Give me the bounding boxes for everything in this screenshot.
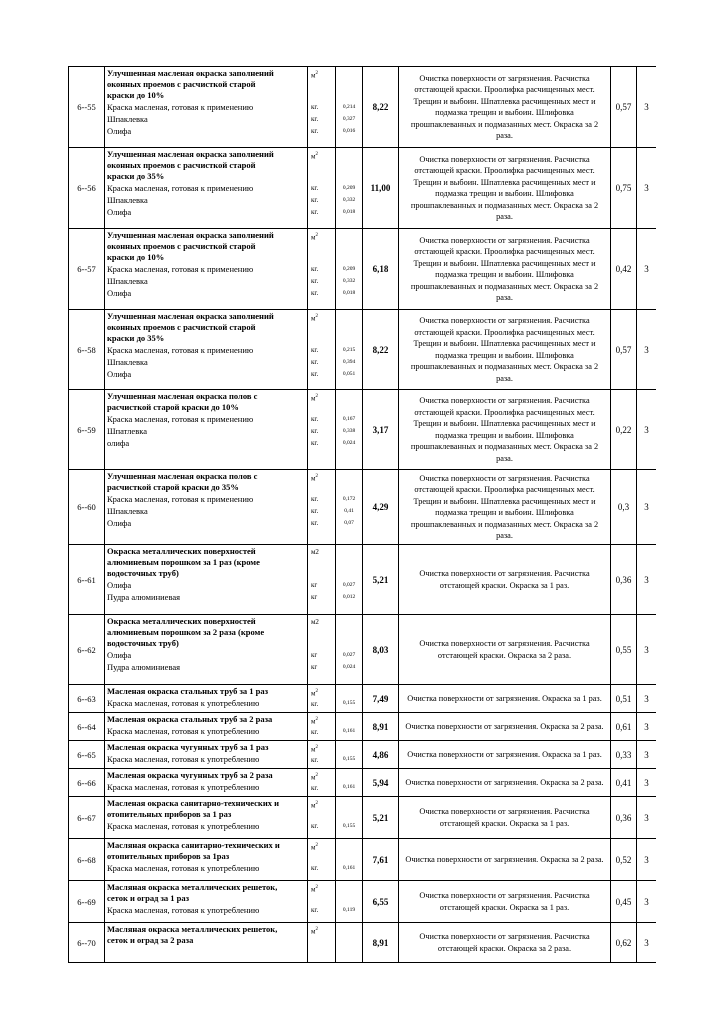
material-qty: 0,155 (342, 823, 356, 829)
material-unit: кг. (311, 277, 319, 285)
item-title-line: отопительных приборов за 1 раз (107, 809, 232, 819)
unit-superscript: 2 (315, 717, 318, 722)
item-qty-cell (336, 839, 363, 881)
item-unit-cell (308, 67, 336, 148)
time-norm: 0,75 (611, 148, 637, 229)
material-qty: 0,016 (342, 128, 356, 134)
item-title-line: Масленая окраска чугунных труб за 2 раза (107, 770, 273, 780)
time-norm: 0,51 (611, 685, 637, 713)
worker-category: 3 (637, 470, 657, 545)
item-name-cell (105, 769, 308, 797)
material-unit: кг. (311, 822, 319, 830)
item-name-cell (105, 545, 308, 615)
material-qty: 0,119 (342, 907, 356, 913)
item-unit: $м^2$ (311, 314, 318, 323)
item-name-cell (105, 615, 308, 685)
material-qty: 0,155 (342, 756, 356, 762)
material-qty: 0,394 (342, 359, 356, 365)
item-name-cell (105, 229, 308, 310)
item-qty-cell (336, 310, 363, 390)
item-unit-cell (308, 713, 336, 741)
material-qty: 0,332 (342, 278, 356, 284)
table-row (69, 685, 657, 713)
worker-category: 3 (637, 545, 657, 615)
item-unit: $м^2$ (311, 773, 318, 782)
item-unit-cell (308, 310, 336, 390)
item-unit-cell (308, 545, 336, 615)
material-name: Краска масленая, готовая к употреблению (107, 905, 260, 915)
item-unit-cell (308, 923, 336, 963)
time-norm: 0,3 (611, 470, 637, 545)
unit-superscript: 2 (315, 745, 318, 750)
item-code: 6--61 (69, 545, 105, 615)
item-name-cell (105, 685, 308, 713)
worker-category: 3 (637, 769, 657, 797)
material-unit: кг. (311, 756, 319, 764)
time-norm: 0,42 (611, 229, 637, 310)
worker-category: 3 (637, 881, 657, 923)
material-name: Шпаклевка (107, 357, 148, 367)
unit-superscript: 2 (315, 843, 318, 848)
item-title-line: Улучшенная масленая окраска заполнений (107, 311, 274, 321)
item-qty-cell (336, 713, 363, 741)
item-unit: $м^2$ (311, 745, 318, 754)
item-unit-cell (308, 390, 336, 470)
table-row (69, 390, 657, 470)
material-unit: кг. (311, 439, 319, 447)
table-row (69, 881, 657, 923)
item-title-line: отопительных приборов за 1раз (107, 851, 230, 861)
material-qty: 0,209 (342, 266, 356, 272)
material-name: Шпатлевка (107, 426, 147, 436)
worker-category: 3 (637, 67, 657, 148)
work-description: Очистка поверхности от загрязнения. Окраска за 2 раза. (399, 839, 611, 881)
material-unit: кг. (311, 115, 319, 123)
item-name-cell (105, 310, 308, 390)
material-unit: кг. (311, 289, 319, 297)
worker-category: 3 (637, 839, 657, 881)
item-title-line: Улучшенная масленая окраска заполнений (107, 230, 274, 240)
material-qty: 0,018 (342, 290, 356, 296)
item-price: 6,18 (363, 229, 399, 310)
item-title-line: Масленая окраска стальных труб за 2 раза (107, 714, 273, 724)
work-description: Очистка поверхности от загрязнения. Расчистка отстающей краски. Проолифка расчищенных мест. Трещин и выбоин. Шпатлевка расчищенных мест и подмазка трещин и выбоин. Шлифовка прошпаклеванных и подмазанных мест. Окраска за 2 раза. (399, 390, 611, 470)
item-price: 8,22 (363, 310, 399, 390)
item-unit: м2 (311, 548, 319, 556)
material-unit: кг. (311, 864, 319, 872)
item-price: 4,86 (363, 741, 399, 769)
item-title-line: краски до 35% (107, 333, 165, 343)
material-unit: кг. (311, 103, 319, 111)
material-qty: 0,018 (342, 209, 356, 215)
material-qty: 0,155 (342, 700, 356, 706)
material-name: Краска масленая, готовая к употреблению (107, 782, 260, 792)
material-unit: кг. (311, 127, 319, 135)
material-name: Краска масленая, готовая к употреблению (107, 863, 260, 873)
material-name: Краска масленая, готовая к применению (107, 494, 254, 504)
item-price: 8,91 (363, 713, 399, 741)
time-norm: 0,57 (611, 310, 637, 390)
item-code: 6--67 (69, 797, 105, 839)
item-code: 6--65 (69, 741, 105, 769)
worker-category: 3 (637, 923, 657, 963)
item-title-line: сеток и оград за 2 раза (107, 935, 194, 945)
item-title-line: Масленая окраска санитарно-технических и (107, 798, 279, 808)
material-name: Краска масленая, готовая к применению (107, 264, 254, 274)
table-row (69, 229, 657, 310)
time-norm: 0,61 (611, 713, 637, 741)
item-name-cell (105, 797, 308, 839)
table-row (69, 713, 657, 741)
item-price: 8,22 (363, 67, 399, 148)
material-unit: кг. (311, 208, 319, 216)
material-qty: 0,161 (342, 728, 356, 734)
table-row (69, 67, 657, 148)
time-norm: 0,36 (611, 545, 637, 615)
item-qty-cell (336, 229, 363, 310)
item-price: 6,55 (363, 881, 399, 923)
item-title-line: оконных проемов с расчисткой старой (107, 322, 256, 332)
item-title-line: Масленая окраска чугунных труб за 1 раз (107, 742, 269, 752)
material-unit: кг. (311, 346, 319, 354)
material-name: Олифа (107, 288, 132, 298)
item-title-line: Масляная окраска санитарно-технических и (107, 840, 280, 850)
worker-category: 3 (637, 797, 657, 839)
unit-superscript: 2 (315, 233, 318, 238)
unit-superscript: 2 (315, 152, 318, 157)
material-unit: кг (311, 663, 318, 671)
item-unit: $м^2$ (311, 801, 318, 810)
work-description: Очистка поверхности от загрязнения. Расчистка отстающей краски. Проолифка расчищенных мест. Трещин и выбоин. Шпатлевка расчищенных мест и подмазка трещин и выбоин. Шлифовка прошпаклеванных и подмазанных мест. Окраска за 2 раза. (399, 67, 611, 148)
item-unit: $м^2$ (311, 152, 318, 161)
material-name: олифа (107, 438, 130, 448)
item-unit: $м^2$ (311, 689, 318, 698)
item-name-cell (105, 923, 308, 963)
material-qty: 0,338 (342, 428, 356, 434)
item-price: 5,94 (363, 769, 399, 797)
item-qty-cell (336, 769, 363, 797)
item-qty-cell (336, 470, 363, 545)
item-title-line: Окраска металлических поверхностей (107, 616, 256, 626)
item-unit: $м^2$ (311, 717, 318, 726)
time-norm: 0,55 (611, 615, 637, 685)
item-title-line: расчисткой старой краски до 35% (107, 482, 239, 492)
worker-category: 3 (637, 741, 657, 769)
material-name: Шпаклевка (107, 195, 148, 205)
material-name: Шпаклевка (107, 506, 148, 516)
material-name: Олифа (107, 126, 132, 136)
item-title-line: краски до 10% (107, 252, 165, 262)
item-title-line: Масленая окраска стальных труб за 1 раз (107, 686, 269, 696)
material-qty: 0,051 (342, 371, 356, 377)
work-description: Очистка поверхности от загрязнения. Расчистка отстающей краски. Окраска за 1 раз. (399, 545, 611, 615)
table-row (69, 741, 657, 769)
table-row (69, 797, 657, 839)
item-unit: $м^2$ (311, 885, 318, 894)
item-unit: м2 (311, 618, 319, 626)
material-qty: 0,209 (342, 185, 356, 191)
material-qty: 0,027 (342, 652, 356, 658)
unit-superscript: 2 (315, 801, 318, 806)
material-name: Краска масленая, готовая к употреблению (107, 698, 260, 708)
unit-superscript: 2 (315, 773, 318, 778)
item-price: 5,21 (363, 797, 399, 839)
item-code: 6--58 (69, 310, 105, 390)
table-row (69, 470, 657, 545)
material-name: Олифа (107, 369, 132, 379)
item-unit-cell (308, 797, 336, 839)
price-table (68, 66, 656, 963)
item-title-line: оконных проемов с расчисткой старой (107, 241, 256, 251)
item-price: 7,61 (363, 839, 399, 881)
item-qty-cell (336, 741, 363, 769)
material-qty: 0,07 (344, 520, 354, 526)
item-title-line: алюминевым порошком за 2 раза (кроме (107, 627, 265, 637)
unit-superscript: 2 (315, 885, 318, 890)
unit-superscript: 2 (315, 474, 318, 479)
item-unit-cell (308, 615, 336, 685)
material-unit: кг. (311, 358, 319, 366)
material-name: Краска масленая, готовая к употреблению (107, 754, 260, 764)
item-unit-cell (308, 839, 336, 881)
price-table-page (68, 66, 656, 964)
work-description: Очистка поверхности от загрязнения. Окраска за 2 раза. (399, 769, 611, 797)
material-unit: кг. (311, 507, 319, 515)
time-norm: 0,41 (611, 769, 637, 797)
item-title-line: Окраска металлических поверхностей (107, 546, 256, 556)
item-name-cell (105, 148, 308, 229)
item-qty-cell (336, 545, 363, 615)
item-price: 4,29 (363, 470, 399, 545)
worker-category: 3 (637, 615, 657, 685)
material-unit: кг. (311, 370, 319, 378)
material-name: Краска масленая, готовая к применению (107, 345, 254, 355)
item-unit-cell (308, 685, 336, 713)
material-qty: 0,024 (342, 440, 356, 446)
table-row (69, 615, 657, 685)
work-description: Очистка поверхности от загрязнения. Расчистка отстающей краски. Проолифка расчищенных мест. Трещин и выбоин. Шпатлевка расчищенных мест и подмазка трещин и выбоин. Шлифовка прошпаклеванных и подмазанных мест. Окраска за 2 раза. (399, 229, 611, 310)
material-name: Пудра алюминиевая (107, 592, 181, 602)
item-title-line: оконных проемов с расчисткой старой (107, 160, 256, 170)
material-name: Шпаклевка (107, 276, 148, 286)
material-unit: кг. (311, 495, 319, 503)
item-unit: $м^2$ (311, 394, 318, 403)
item-price: 5,21 (363, 545, 399, 615)
worker-category: 3 (637, 148, 657, 229)
item-title-line: оконных проемов с расчисткой старой (107, 79, 256, 89)
item-unit: $м^2$ (311, 233, 318, 242)
table-row (69, 545, 657, 615)
material-unit: кг. (311, 700, 319, 708)
time-norm: 0,62 (611, 923, 637, 963)
material-qty: 0,214 (342, 104, 356, 110)
material-unit: кг (311, 581, 318, 589)
item-code: 6--68 (69, 839, 105, 881)
material-name: Олифа (107, 207, 132, 217)
material-name: Олифа (107, 518, 132, 528)
table-row (69, 148, 657, 229)
work-description: Очистка поверхности от загрязнения. Окраска за 1 раз. (399, 741, 611, 769)
unit-superscript: 2 (315, 314, 318, 319)
unit-superscript: 2 (315, 71, 318, 76)
item-qty-cell (336, 390, 363, 470)
worker-category: 3 (637, 685, 657, 713)
material-unit: кг. (311, 196, 319, 204)
material-unit: кг. (311, 784, 319, 792)
material-qty: 0,012 (342, 594, 356, 600)
material-unit: кг. (311, 906, 319, 914)
item-name-cell (105, 741, 308, 769)
time-norm: 0,45 (611, 881, 637, 923)
material-qty: 0,161 (342, 865, 356, 871)
item-title-line: сеток и оград за 1 раз (107, 893, 190, 903)
material-name: Шпаклевка (107, 114, 148, 124)
item-qty-cell (336, 881, 363, 923)
item-unit-cell (308, 881, 336, 923)
material-qty: 0,41 (344, 508, 354, 514)
item-unit: $м^2$ (311, 474, 318, 483)
material-unit: кг. (311, 265, 319, 273)
material-unit: кг (311, 593, 318, 601)
work-description: Очистка поверхности от загрязнения. Окраска за 1 раз. (399, 685, 611, 713)
time-norm: 0,22 (611, 390, 637, 470)
item-title-line: Улучшенная масленая окраска полов с (107, 391, 258, 401)
item-code: 6--69 (69, 881, 105, 923)
item-price: 3,17 (363, 390, 399, 470)
table-row (69, 839, 657, 881)
item-qty-cell (336, 797, 363, 839)
work-description: Очистка поверхности от загрязнения. Окраска за 2 раза. (399, 713, 611, 741)
item-unit-cell (308, 769, 336, 797)
item-code: 6--59 (69, 390, 105, 470)
material-qty: 0,167 (342, 416, 356, 422)
material-name: Олифа (107, 650, 132, 660)
material-qty: 0,332 (342, 197, 356, 203)
item-title-line: водосточных труб) (107, 568, 179, 578)
item-name-cell (105, 390, 308, 470)
item-title-line: Масляная окраска металлических решеток, (107, 882, 278, 892)
work-description: Очистка поверхности от загрязнения. Расчистка отстающей краски. Окраска за 1 раз. (399, 881, 611, 923)
item-title-line: Улучшенная масленая окраска заполнений (107, 149, 274, 159)
item-name-cell (105, 839, 308, 881)
unit-superscript: 2 (315, 394, 318, 399)
item-title-line: водосточных труб) (107, 638, 179, 648)
item-title-line: Улучшенная масленая окраска заполнений (107, 68, 274, 78)
item-title-line: краски до 35% (107, 171, 165, 181)
item-code: 6--64 (69, 713, 105, 741)
item-code: 6--63 (69, 685, 105, 713)
unit-superscript: 2 (315, 927, 318, 932)
item-price: 11,00 (363, 148, 399, 229)
work-description: Очистка поверхности от загрязнения. Расчистка отстающей краски. Проолифка расчищенных мест. Трещин и выбоин. Шпатлевка расчищенных мест и подмазка трещин и выбоин. Шлифовка прошпаклеванных и подмазанных мест. Окраска за 2 раза. (399, 470, 611, 545)
table-row (69, 769, 657, 797)
work-description: Очистка поверхности от загрязнения. Расчистка отстающей краски. Окраска за 2 раза. (399, 923, 611, 963)
material-name: Олифа (107, 580, 132, 590)
item-unit: $м^2$ (311, 843, 318, 852)
material-qty: 0,161 (342, 784, 356, 790)
item-unit: $м^2$ (311, 71, 318, 80)
item-code: 6--57 (69, 229, 105, 310)
worker-category: 3 (637, 713, 657, 741)
worker-category: 3 (637, 390, 657, 470)
item-title-line: краски до 10% (107, 90, 165, 100)
item-code: 6--55 (69, 67, 105, 148)
material-qty: 0,172 (342, 496, 356, 502)
work-description: Очистка поверхности от загрязнения. Расчистка отстающей краски. Окраска за 1 раз. (399, 797, 611, 839)
material-name: Краска масленая, готовая к применению (107, 102, 254, 112)
time-norm: 0,33 (611, 741, 637, 769)
work-description: Очистка поверхности от загрязнения. Расчистка отстающей краски. Проолифка расчищенных мест. Трещин и выбоин. Шпатлевка расчищенных мест и подмазка трещин и выбоин. Шлифовка прошпаклеванных и подмазанных мест. Окраска за 2 раза. (399, 310, 611, 390)
time-norm: 0,52 (611, 839, 637, 881)
item-name-cell (105, 881, 308, 923)
material-unit: кг (311, 651, 318, 659)
item-unit: $м^2$ (311, 927, 318, 936)
item-price: 8,91 (363, 923, 399, 963)
item-unit-cell (308, 741, 336, 769)
item-title-line: алюминевым порошком за 1 раз (кроме (107, 557, 260, 567)
material-qty: 0,024 (342, 664, 356, 670)
worker-category: 3 (637, 229, 657, 310)
time-norm: 0,57 (611, 67, 637, 148)
material-name: Краска масленая, готовая к употреблению (107, 821, 260, 831)
material-name: Пудра алюминиевая (107, 662, 181, 672)
item-price: 8,03 (363, 615, 399, 685)
item-name-cell (105, 713, 308, 741)
material-qty: 0,215 (342, 347, 356, 353)
material-name: Краска масленая, готовая к употреблению (107, 726, 260, 736)
item-unit-cell (308, 148, 336, 229)
material-name: Краска масленая, готовая к применению (107, 414, 254, 424)
item-code: 6--56 (69, 148, 105, 229)
worker-category: 3 (637, 310, 657, 390)
item-unit-cell (308, 470, 336, 545)
material-unit: кг. (311, 184, 319, 192)
item-name-cell (105, 470, 308, 545)
item-code: 6--70 (69, 923, 105, 963)
item-name-cell (105, 67, 308, 148)
material-unit: кг. (311, 427, 319, 435)
item-unit-cell (308, 229, 336, 310)
work-description: Очистка поверхности от загрязнения. Расчистка отстающей краски. Окраска за 2 раза. (399, 615, 611, 685)
item-title-line: Улучшенная масленая окраска полов с (107, 471, 258, 481)
work-description: Очистка поверхности от загрязнения. Расчистка отстающей краски. Проолифка расчищенных мест. Трещин и выбоин. Шпатлевка расчищенных мест и подмазка трещин и выбоин. Шлифовка прошпаклеванных и подмазанных мест. Окраска за 2 раза. (399, 148, 611, 229)
item-price: 7,49 (363, 685, 399, 713)
material-unit: кг. (311, 415, 319, 423)
item-qty-cell (336, 67, 363, 148)
time-norm: 0,36 (611, 797, 637, 839)
item-code: 6--66 (69, 769, 105, 797)
material-name: Краска масленая, готовая к применению (107, 183, 254, 193)
item-qty-cell (336, 615, 363, 685)
item-code: 6--62 (69, 615, 105, 685)
item-qty-cell (336, 148, 363, 229)
material-qty: 0,027 (342, 582, 356, 588)
item-qty-cell (336, 685, 363, 713)
table-row (69, 310, 657, 390)
item-qty-cell (336, 923, 363, 963)
item-code: 6--60 (69, 470, 105, 545)
material-qty: 0,327 (342, 116, 356, 122)
table-row (69, 923, 657, 963)
item-title-line: Масляная окраска металлических решеток, (107, 924, 278, 934)
material-unit: кг. (311, 519, 319, 527)
material-unit: кг. (311, 728, 319, 736)
item-title-line: расчисткой старой краски до 10% (107, 402, 239, 412)
unit-superscript: 2 (315, 689, 318, 694)
